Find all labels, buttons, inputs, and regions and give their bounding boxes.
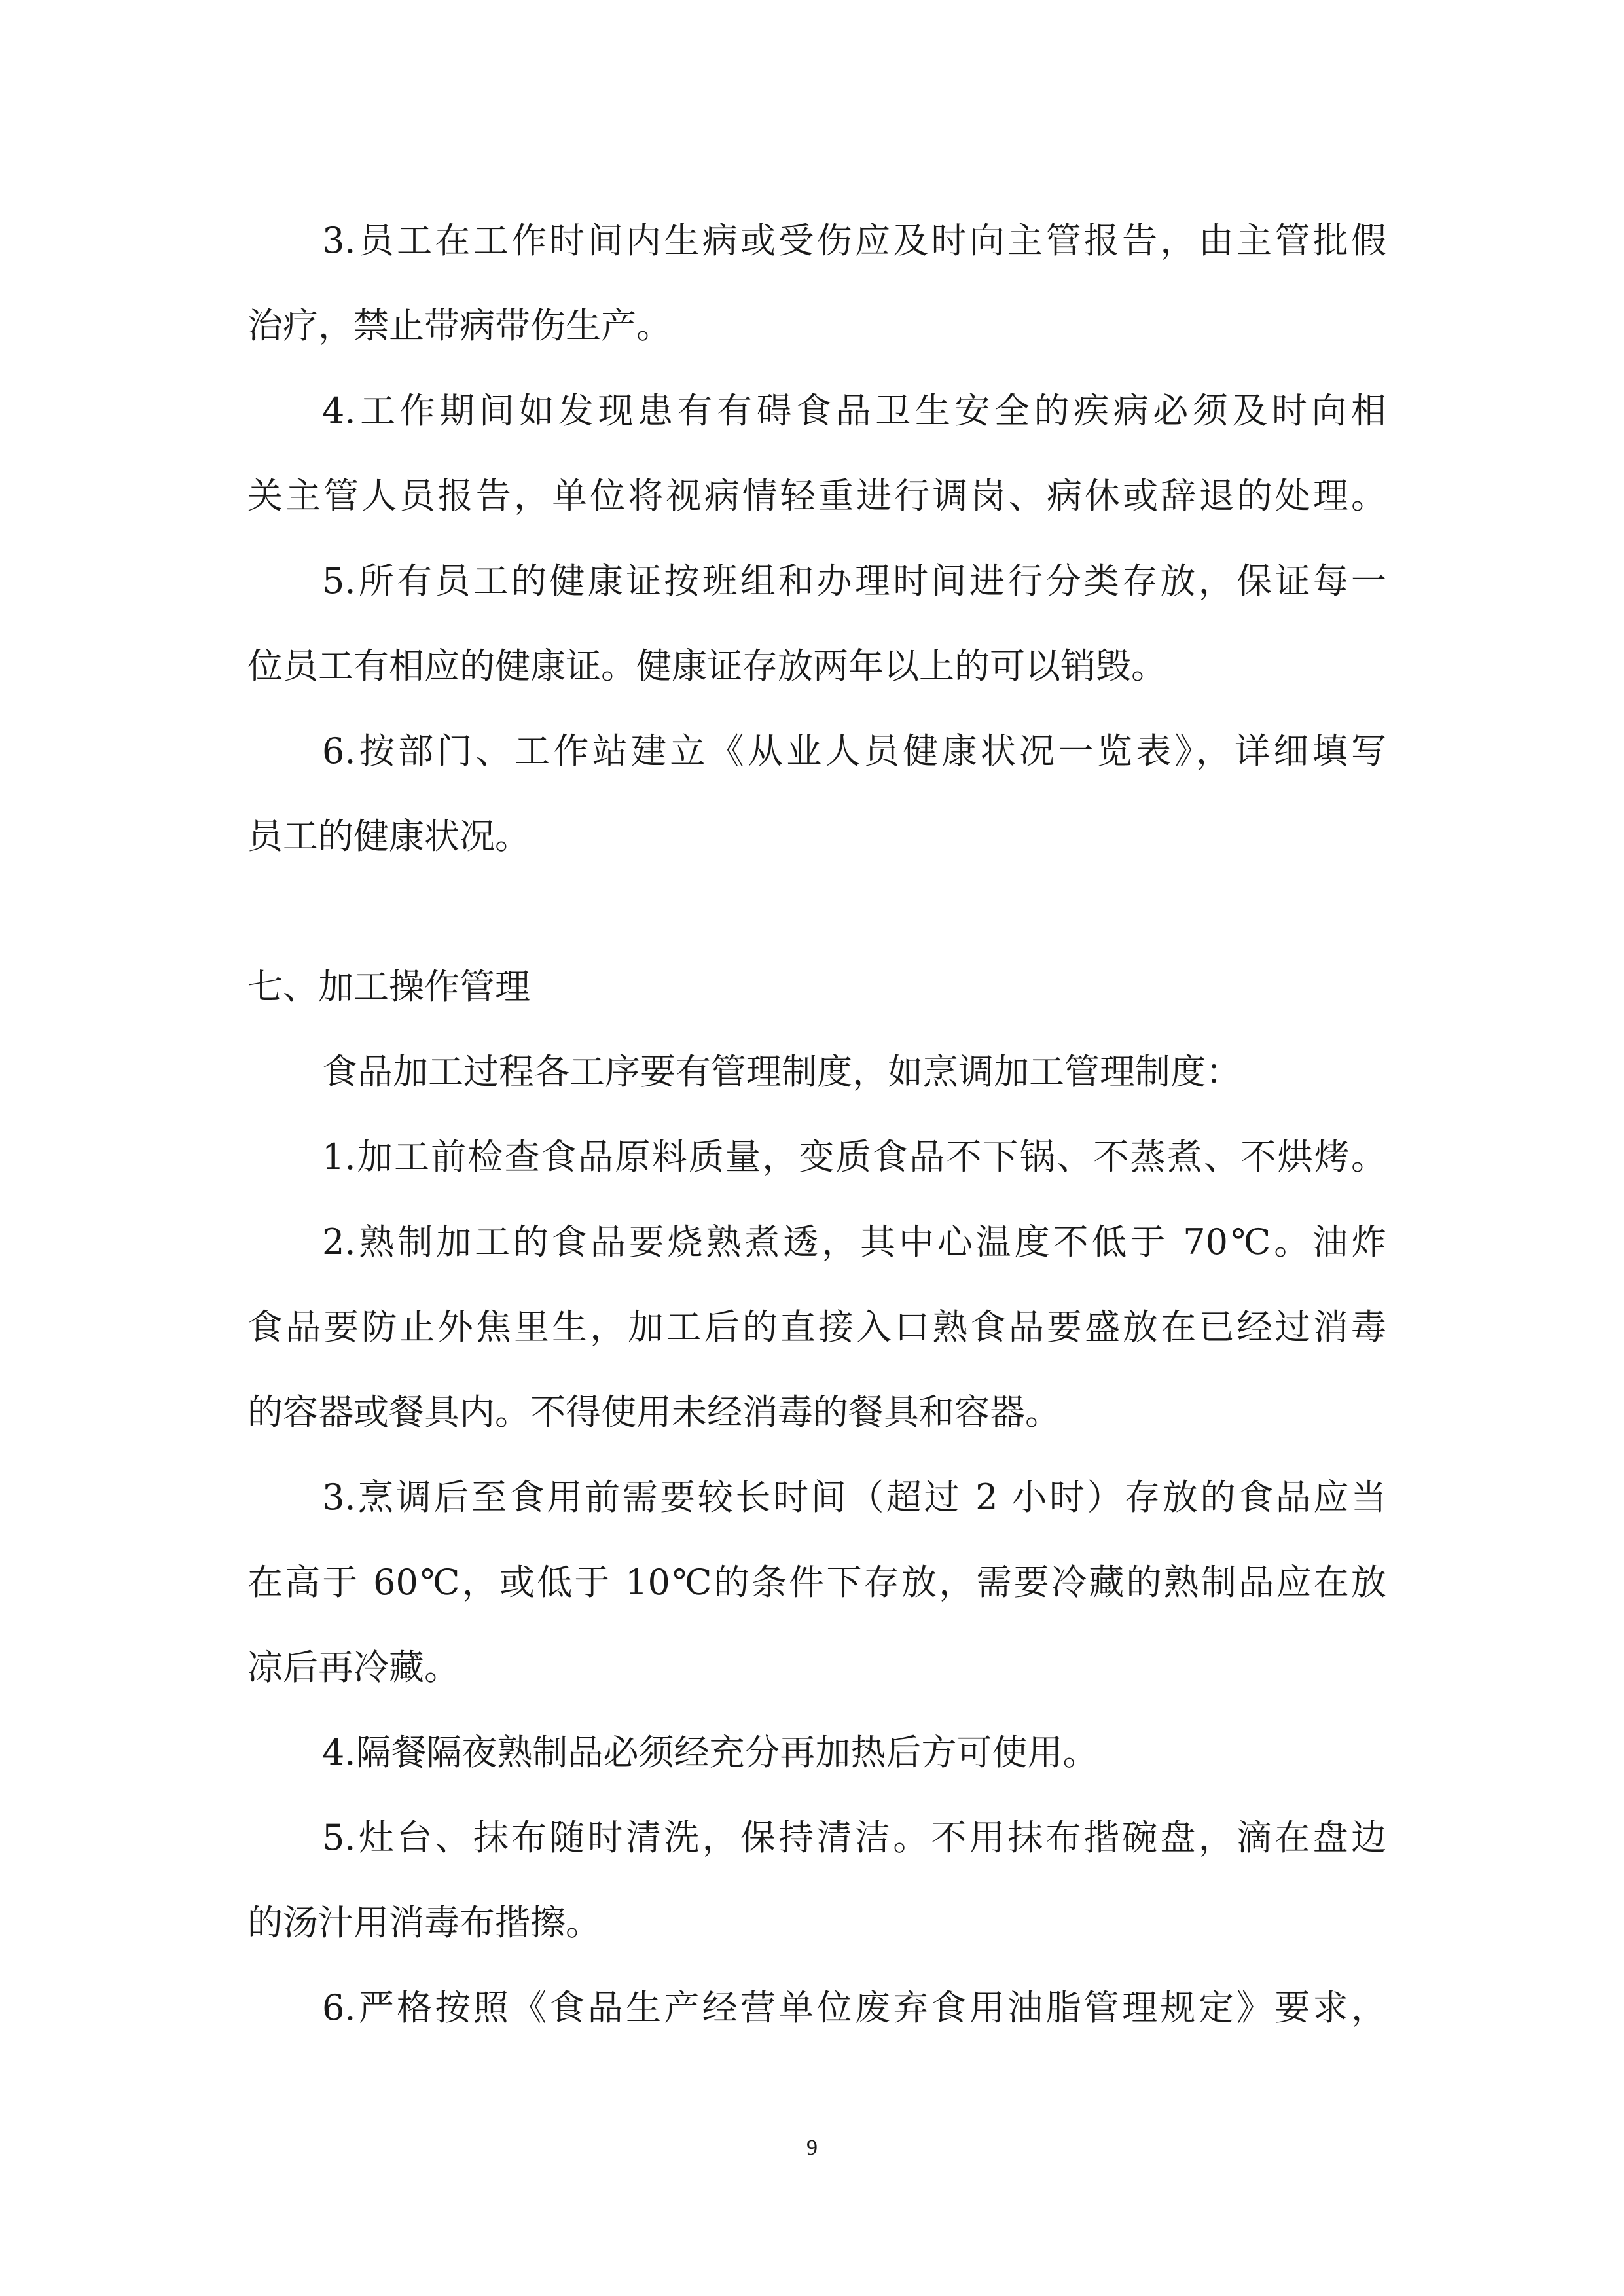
item-2-line-1: 2.熟制加工的食品要烧熟煮透，其中心温度不低于 70℃。油炸 bbox=[322, 1221, 1386, 1263]
paragraph-3-line-1: 3.员工在工作时间内生病或受伤应及时向主管报告，由主管批假 bbox=[322, 220, 1386, 261]
item-6-line-1: 6.严格按照《食品生产经营单位废弃食用油脂管理规定》要求， bbox=[322, 1987, 1386, 2028]
item-1: 1.加工前检查食品原料质量，变质食品不下锅、不蒸煮、不烘烤。 bbox=[322, 1136, 1386, 1177]
item-4: 4.隔餐隔夜熟制品必须经充分再加热后方可使用。 bbox=[322, 1732, 1098, 1773]
paragraph-6-line-2: 员工的健康状况。 bbox=[247, 816, 530, 857]
section-intro: 食品加工过程各工序要有管理制度，如烹调加工管理制度： bbox=[322, 1051, 1241, 1092]
item-2-line-2: 食品要防止外焦里生，加工后的直接入口熟食品要盛放在已经过消毒 bbox=[247, 1306, 1386, 1348]
item-3-line-2: 在高于 60℃，或低于 10℃的条件下存放，需要冷藏的熟制品应在放 bbox=[247, 1562, 1386, 1603]
paragraph-5-line-1: 5.所有员工的健康证按班组和办理时间进行分类存放，保证每一 bbox=[322, 560, 1386, 601]
paragraph-3-line-2: 治疗，禁止带病带伤生产。 bbox=[247, 305, 672, 346]
paragraph-4-line-1: 4.工作期间如发现患有有碍食品卫生安全的疾病必须及时向相 bbox=[322, 390, 1386, 431]
item-5-line-1: 5.灶台、抹布随时清洗，保持清洁。不用抹布揩碗盘，滴在盘边 bbox=[322, 1817, 1386, 1858]
item-3-line-3: 凉后再冷藏。 bbox=[247, 1647, 460, 1688]
page-number: 9 bbox=[806, 2136, 818, 2160]
item-2-line-3: 的容器或餐具内。不得使用未经消毒的餐具和容器。 bbox=[247, 1391, 1060, 1433]
item-3-line-1: 3.烹调后至食用前需要较长时间（超过 2 小时）存放的食品应当 bbox=[322, 1477, 1386, 1518]
paragraph-6-line-1: 6.按部门、工作站建立《从业人员健康状况一览表》，详细填写 bbox=[322, 730, 1386, 772]
paragraph-5-line-2: 位员工有相应的健康证。健康证存放两年以上的可以销毁。 bbox=[247, 645, 1166, 687]
paragraph-4-line-2: 关主管人员报告，单位将视病情轻重进行调岗、病休或辞退的处理。 bbox=[247, 475, 1386, 516]
section-heading: 七、加工操作管理 bbox=[247, 966, 530, 1007]
item-5-line-2: 的汤汁用消毒布揩擦。 bbox=[247, 1902, 601, 1943]
